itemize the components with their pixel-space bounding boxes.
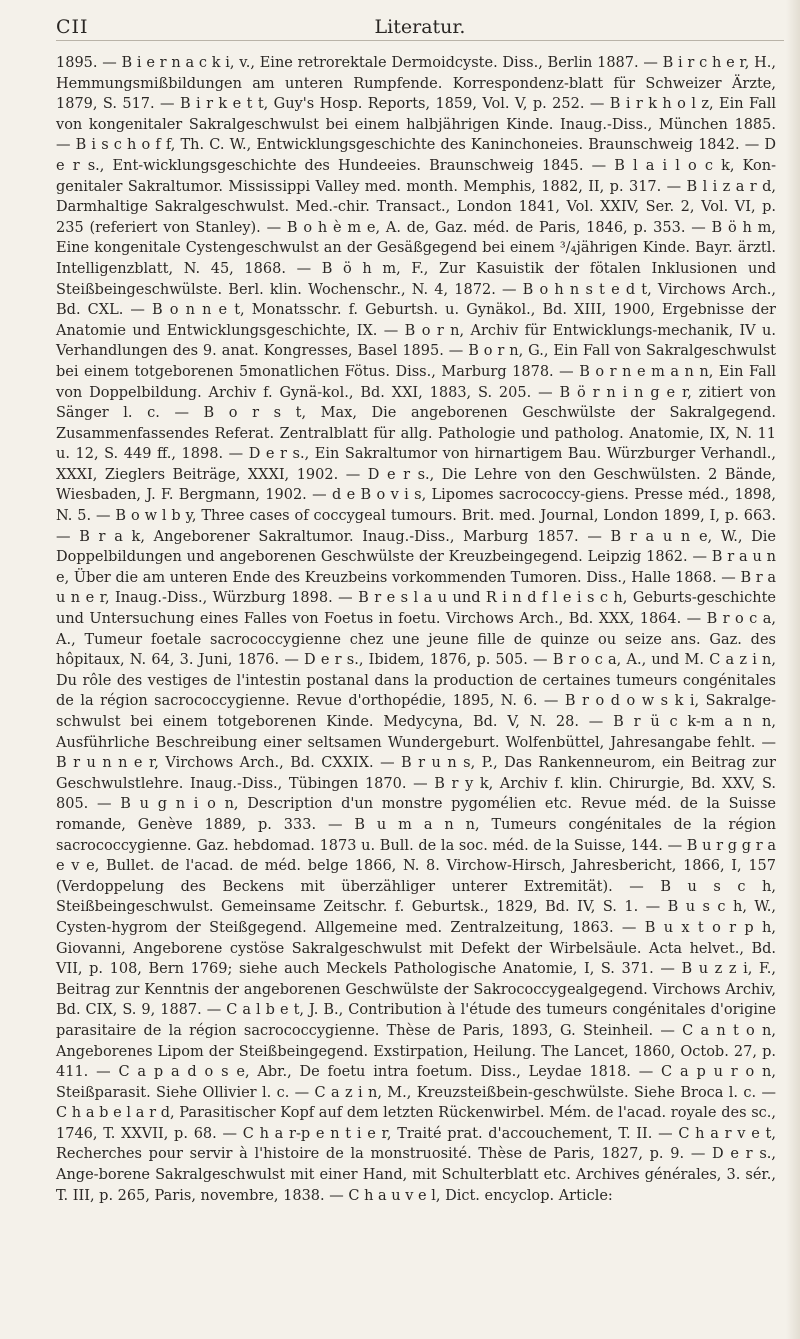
running-head: [56, 14, 784, 41]
running-title: Literatur.: [374, 16, 466, 38]
bibliography-text: 1895. — B i e r n a c k i, v., Eine retrorektale Dermoidcyste. Diss., Berlin 1887. — B i r c h e r, H., Hemmungsmißbildungen am unteren Rumpfende. Korrespondenz-blatt für Schweizer Ärzte, 1879, S. 517. — B i r k e t t, Guy's Hosp. Reports, 1859, Vol. V, p. 252. — B i r k h o l z, Ein Fall von kongenitaler Sakralgeschwulst bei einem halbjährigen Kinde. Inaug.-Diss., München 1885. — B i s c h o f f, Th. C. W., Entwicklungsgeschichte des Kaninchoneies. Braunschweig 1842. — D e r s., Ent-wicklungsgeschichte des Hundeeies. Braunschweig 1845. — B l a i l o c k, Kon-genitaler Sakraltumor. Mississippi Valley med. month. Memphis, 1882, II, p. 317. — B l i z a r d, Darmhaltige Sakralgeschwulst. Med.-chir. Transact., London 1841, Vol. XXIV, Ser. 2, Vol. VI, p. 235 (referiert von Stanley). — B o h è m e, A. de, Gaz. méd. de Paris, 1846, p. 353. — B ö h m, Eine kongenitale Cystengeschwulst an der Gesäßgegend bei einem ³/₄jährigen Kinde. Bayr. ärztl. Intelligenzblatt, N. 45, 1868. — B ö h m, F., Zur Kasuistik der fötalen Inklusionen und Steißbeingeschwülste. Berl. klin. Wochenschr., N. 4, 1872. — B o h n s t e d t, Virchows Arch., Bd. CXL. — B o n n e t, Monatsschr. f. Geburtsh. u. Gynäkol., Bd. XIII, 1900, Ergebnisse der Anatomie und Entwicklungsgeschichte, IX. — B o r n, Archiv für Entwicklungs-mechanik, IV u. Verhandlungen des 9. anat. Kongresses, Basel 1895. — B o r n, G., Ein Fall von Sakralgeschwulst bei einem totgeborenen 5monatlichen Fötus. Diss., Marburg 1878. — B o r n e m a n n, Ein Fall von Doppelbildung. Archiv f. Gynä-kol., Bd. XXI, 1883, S. 205. — B ö r n i n g e r, zitiert von Sänger l. c. — B o r s t, Max, Die angeborenen Geschwülste der Sakralgegend. Zusammenfassendes Referat. Zentralblatt für allg. Pathologie und patholog. Anatomie, IX, N. 11 u. 12, S. 449 ff., 1898. — D e r s., Ein Sakraltumor von hirnartigem Bau. Würzburger Verhandl., XXXI, Zieglers Beiträge, XXXI, 1902. — D e r s., Die Lehre von den Geschwülsten. 2 Bände, Wiesbaden, J. F. Bergmann, 1902. — d e B o v i s, Lipomes sacrococcy-giens. Presse méd., 1898, N. 5. — B o w l b y, Three cases of coccygeal tumours. Brit. med. Journal, London 1899, I, p. 663. — B r a k, Angeborener Sakraltumor. Inaug.-Diss., Marburg 1857. — B r a u n e, W., Die Doppelbildungen und angeborenen Geschwülste der Kreuzbeingegend. Leipzig 1862. — B r a u n e, Über die am unteren Ende des Kreuzbeins vorkommenden Tumoren. Diss., Halle 1868. — B r a u n e r, Inaug.-Diss., Würzburg 1898. — B r e s l a u und R i n d f l e i s c h, Geburts-geschichte und Untersuchung eines Falles von Foetus in foetu. Virchows Arch., Bd. XXX, 1864. — B r o c a, A., Tumeur foetale sacrococcygienne chez une jeune fille de quinze ou seize ans. Gaz. des hôpitaux, N. 64, 3. Juni, 1876. — D e r s., Ibidem, 1876, p. 505. — B r o c a, A., und M. C a z i n, Du rôle des vestiges de l'intestin postanal dans la production de certaines tumeurs congénitales de la région sacrococcygienne. Revue d'orthopédie, 1895, N. 6. — B r o d o w s k i, Sakralge-schwulst bei einem totgeborenen Kinde. Medycyna, Bd. V, N. 28. — B r ü c k-m a n n, Ausführliche Beschreibung einer seltsamen Wundergeburt. Wolfenbüttel, Jahresangabe fehlt. — B r u n n e r, Virchows Arch., Bd. CXXIX. — B r u n s, P., Das Rankenneurom, ein Beitrag zur Geschwulstlehre. Inaug.-Diss., Tübingen 1870. — B r y k, Archiv f. klin. Chirurgie, Bd. XXV, S. 805. — B u g n i o n, Description d'un monstre pygomélien etc. Revue méd. de la Suisse romande, Genève 1889, p. 333. — B u m a n n, Tumeurs congénitales de la région sacrococcygienne. Gaz. hebdomad. 1873 u. Bull. de la soc. méd. de la Suisse, 144. — B u r g g r a e v e, Bullet. de l'acad. de méd. belge 1866, N. 8. Virchow-Hirsch, Jahresbericht, 1866, I, 157 (Verdoppelung des Beckens mit überzähliger unterer Extremität). — B u s c h, Steißbeingeschwulst. Gemeinsame Zeitschr. f. Geburtsk., 1829, Bd. IV, S. 1. — B u s c h, W., Cysten-hygrom der Steißgegend. Allgemeine med. Zentralzeitung, 1863. — B u x t o r p h, Giovanni, Angeborene cystöse Sakralgeschwulst mit Defekt der Wirbelsäule. Acta helvet., Bd. VII, p. 108, Bern 1769; siehe auch Meckels Pathologische Anatomie, I, S. 371. — B u z z i, F., Beitrag zur Kenntnis der angeborenen Geschwülste der Sakrococcygealgegend. Virchows Archiv, Bd. CIX, S. 9, 1887. — C a l b e t, J. B., Contribution à l'étude des tumeurs congénitales d'origine parasitaire de la région sacrococcygienne. Thèse de Paris, 1893, G. Steinheil. — C a n t o n, Angeborenes Lipom der Steißbeingegend. Exstirpation, Heilung. The Lancet, 1860, Octob. 27, p. 411. — C a p a d o s e, Abr., De foetu intra foetum. Diss., Leydae 1818. — C a p u r o n, Steißparasit. Siehe Ollivier l. c. — C a z i n, M., Kreuzsteißbein-geschwülste. Siehe Broca l. c. — C h a b e l a r d, Parasitischer Kopf auf dem letzten Rückenwirbel. Mém. de l'acad. royale des sc., 1746, T. XXVII, p. 68. — C h a r-p e n t i e r, Traité prat. d'accouchement, T. II. — C h a r v e t, Recherches pour servir à l'histoire de la monstruosité. Thèse de Paris, 1827, p. 9. — D e r s., Ange-borene Sakralgeschwulst mit einer Hand, mit Schulterblatt etc. Archives générales, 3. sér., T. III, p. 265, Paris, novembre, 1838. — C h a u v e l, Dict. encyclop. Article:: [56, 55, 776, 1204]
page-number: CII: [56, 16, 89, 38]
